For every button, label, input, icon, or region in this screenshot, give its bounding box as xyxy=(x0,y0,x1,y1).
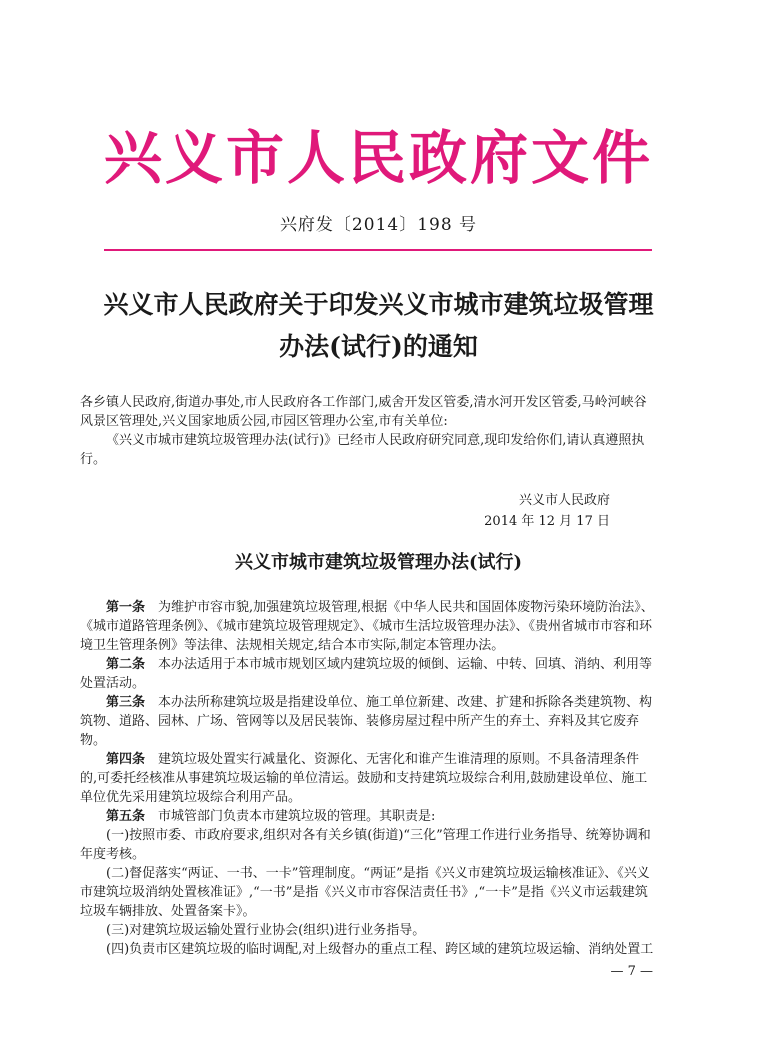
article-number: 第三条 xyxy=(106,695,159,710)
article-text: 本办法适用于本市城市规划区域内建筑垃圾的倾倒、运输、中转、回填、消纳、利用等处置活动。 xyxy=(80,657,653,691)
regulation-title: 兴义市城市建筑垃圾管理办法(试行) xyxy=(234,552,523,573)
article-number: 第四条 xyxy=(106,752,159,767)
article-paragraph xyxy=(80,693,654,750)
notice-body xyxy=(80,393,654,469)
article-paragraph xyxy=(80,750,654,807)
article-number: 第一条 xyxy=(106,600,159,615)
article-text: 本办法所称建筑垃圾是指建设单位、施工单位新建、改建、扩建和拆除各类建筑物、构筑物、道路、园林、广场、管网等以及居民装饰、装修房屋过程中所产生的弃土、弃料及其它废弃物。 xyxy=(80,695,653,748)
article-paragraph xyxy=(80,655,654,693)
article-paragraph xyxy=(80,864,654,921)
masthead-title: 兴义市人民政府文件 xyxy=(103,124,653,192)
article-text: 建筑垃圾处置实行减量化、资源化、无害化和谁产生谁清理的原则。不具备清理条件的,可委托经核准从事建筑垃圾运输的单位清运。鼓励和支持建筑垃圾综合利用,鼓励建设单位、施工单位优先采用建筑垃圾综合利用产品。 xyxy=(80,752,648,805)
article-text: 为维护市容市貌,加强建筑垃圾管理,根据《中华人民共和国固体废物污染环境防治法》、《城市道路管理条例》、《城市建筑垃圾管理规定》、《城市生活垃圾管理办法》、《贵州省城市市容和环境卫生管理条例》等法律、法规相关规定,结合本市实际,制定本管理办法。 xyxy=(80,600,654,653)
issue-date: 2014 年 12 月 17 日 xyxy=(484,514,610,529)
article-paragraph xyxy=(80,598,654,655)
article-paragraph xyxy=(80,921,654,940)
notice-title-line1: 兴义市人民政府关于印发兴义市城市建筑垃圾管理 xyxy=(103,290,654,319)
article-text: (二)督促落实“两证、一书、一卡”管理制度。“两证”是指《兴义市建筑垃圾运输核准证》、《兴义市建筑垃圾消纳处置核准证》,“一书”是指《兴义市市容保洁责任书》,“一卡”是指《兴义市运载建筑垃圾车辆排放、处置备案卡》。 xyxy=(80,866,650,919)
article-paragraph xyxy=(80,940,654,959)
page-number: — 7 — xyxy=(610,964,653,979)
notice-title xyxy=(60,284,697,368)
article-number: 第五条 xyxy=(106,809,159,824)
article-text: (三)对建筑垃圾运输处置行业协会(组织)进行业务指导。 xyxy=(106,923,426,938)
addressee: 各乡镇人民政府,街道办事处,市人民政府各工作部门,威舍开发区管委,清水河开发区管委,马岭河峡谷风景区管理处,兴义国家地质公园,市园区管理办公室,市有关单位: xyxy=(80,395,647,429)
article-text: (一)按照市委、市政府要求,组织对各有关乡镇(街道)“三化”管理工作进行业务指导、统筹协调和年度考核。 xyxy=(80,828,651,862)
issuer-signature: 兴义市人民政府 xyxy=(518,493,610,508)
article-number: 第二条 xyxy=(106,657,159,672)
articles-list xyxy=(80,598,654,959)
article-paragraph xyxy=(80,807,654,826)
notice-title-line2: 办法(试行)的通知 xyxy=(279,332,478,361)
document-number: 兴府发〔2014〕198 号 xyxy=(279,215,478,235)
article-paragraph xyxy=(80,826,654,864)
red-divider-rule xyxy=(104,249,652,251)
intro-paragraph: 《兴义市城市建筑垃圾管理办法(试行)》已经市人民政府研究同意,现印发给你们,请认真遵照执行。 xyxy=(80,433,645,467)
article-text: 市城管部门负责本市建筑垃圾的管理。其职责是: xyxy=(158,809,436,824)
article-text: (四)负责市区建筑垃圾的临时调配,对上级督办的重点工程、跨区域的建筑垃圾运输、消纳处置工 xyxy=(106,942,654,957)
